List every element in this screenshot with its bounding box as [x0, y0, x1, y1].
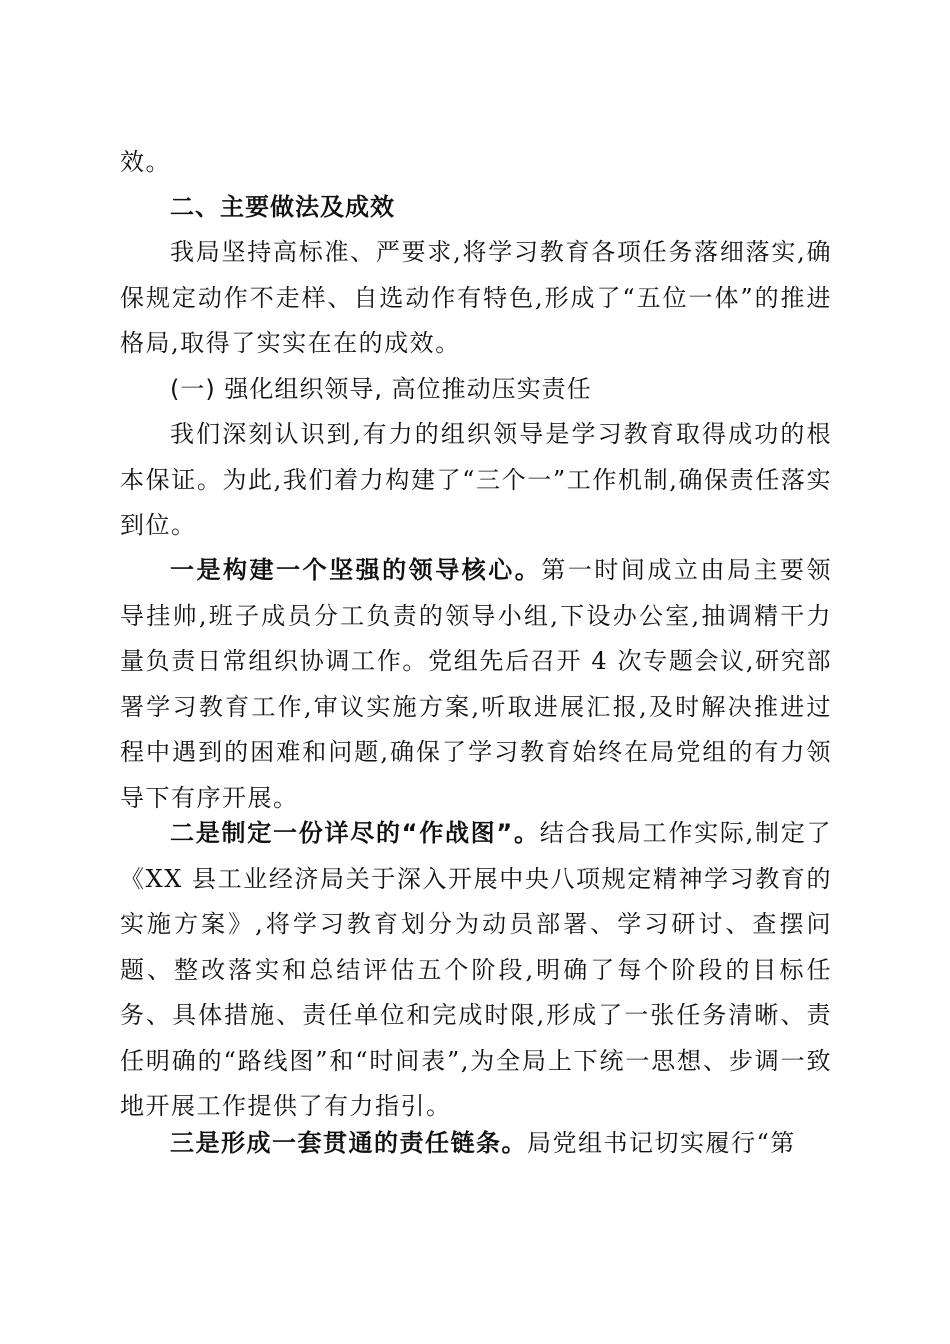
point-paragraph-3: [120, 1121, 832, 1167]
point-paragraph-1: [120, 548, 832, 821]
point-body-3: 局党组书记切实履行“第: [527, 1129, 796, 1157]
subsection-intro: [120, 412, 832, 549]
point-body-2: 结合我局工作实际,制定了《XX 县工业经济局关于深入开展中央八项规定精神学习教育的实施方案》,将学习教育划分为动员部署、学习研讨、查摆问题、整改落实和总结评估五个阶段,明确了每个阶段的目标任务、具体措施、责任单位和完成时限,形成了一张任务清晰、责任明确的“路线图”和“时间表”,为全局上下统一思想、步调一致地开展工作提供了有力指引。: [120, 819, 833, 1120]
subsection-heading: (一) 强化组织领导, 高位推动压实责任: [170, 375, 592, 403]
point-lead-1: 一是构建一个坚强的领导核心。: [170, 556, 542, 584]
point-lead-3: 三是形成一套贯通的责任链条。: [170, 1129, 527, 1157]
continuation-text: 效。: [120, 148, 171, 176]
point-lead-2: 二是制定一份详尽的“作战图”。: [170, 819, 540, 847]
point-paragraph-2: [120, 811, 832, 1130]
intro-paragraph: 我局坚持高标准、严要求,将学习教育各项任务落细落实,确保规定动作不走样、自选动作有特色,形成了“五位一体”的推进格局,取得了实实在在的成效。: [120, 238, 832, 357]
point-body-1: 第一时间成立由局主要领导挂帅,班子成员分工负责的领导小组,下设办公室,抽调精干力量负责日常组织协调工作。党组先后召开 4 次专题会议,研究部署学习教育工作,审议实施方案,听取进展汇报,及时解决推进过程中遇到的困难和问题,确保了学习教育始终在局党组的有力领导下有序开展。: [120, 556, 833, 812]
subsection-intro-text: 我们深刻认识到,有力的组织领导是学习教育取得成功的根本保证。为此,我们着力构建了“三个一”工作机制,确保责任落实到位。: [120, 420, 832, 539]
section-heading: 二、主要做法及成效: [170, 193, 395, 221]
